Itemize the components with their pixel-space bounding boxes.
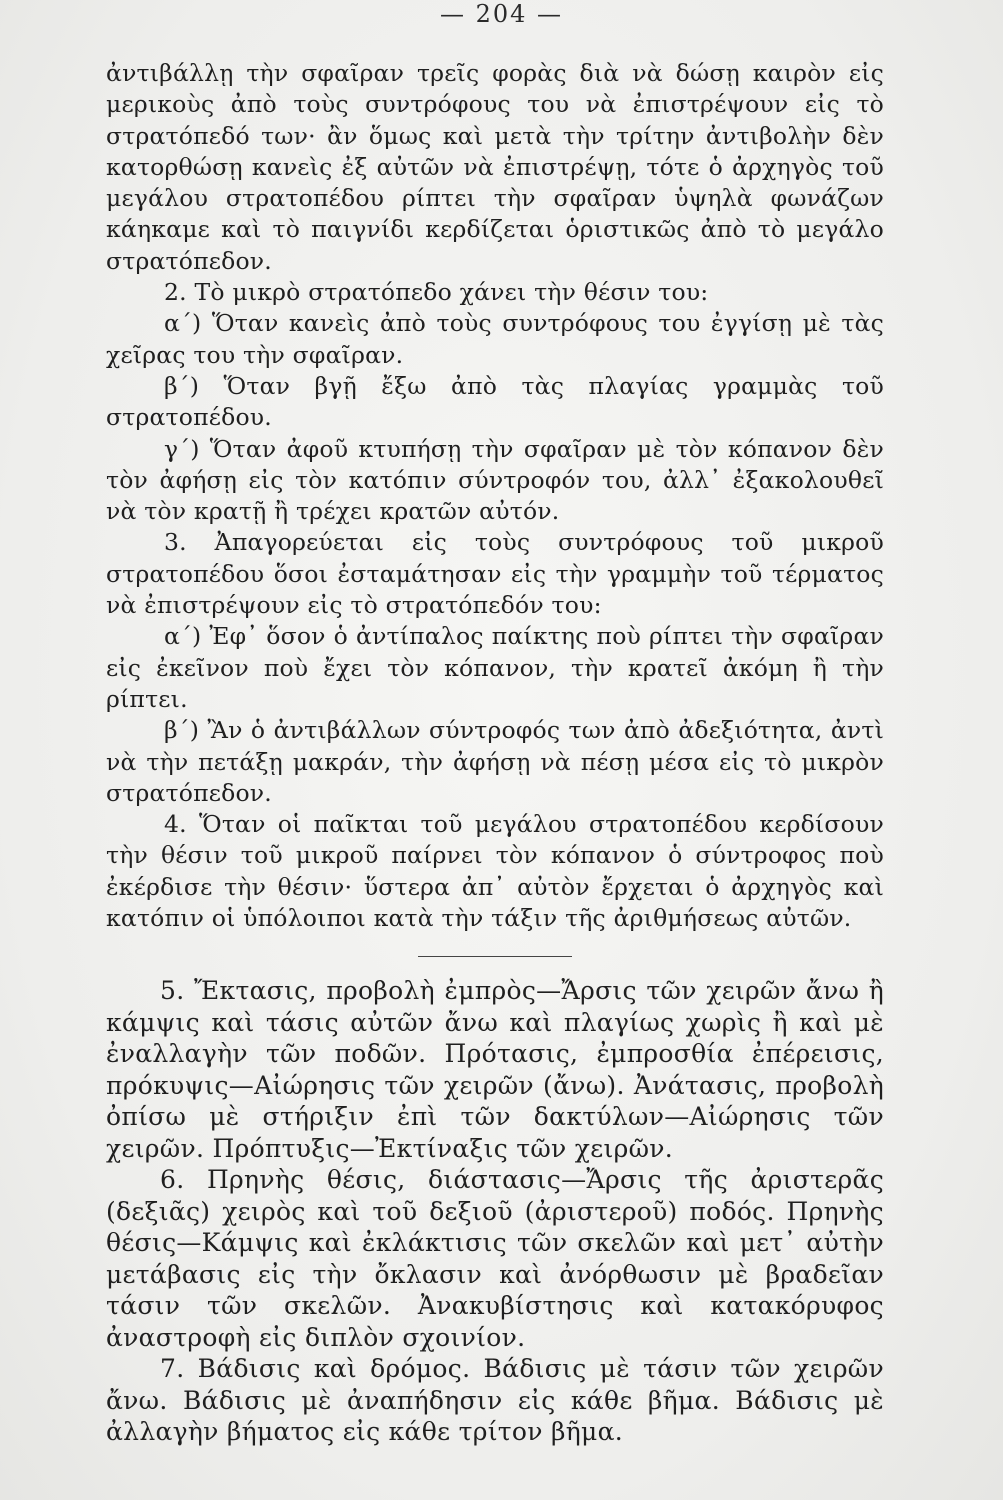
exercise-paragraph: 7. Βάδισις καὶ δρόμος. Βάδισις μὲ τάσιν τῶν χειρῶν ἄνω. Βάδισις μὲ ἀναπήδησιν εἰς κάθε βῆμα. Βάδισις μὲ ἀλλαγὴν βήματος εἰς κάθε τρίτον βῆμα. (106, 1354, 884, 1447)
paragraph: ἀντιβάλλῃ τὴν σφαῖραν τρεῖς φορὰς διὰ νὰ δώσῃ καιρὸν εἰς μερικοὺς ἀπὸ τοὺς συντρόφους του νὰ ἐπιστρέψουν εἰς τὸ στρατόπεδό των· ἂν ὅμως καὶ μετὰ τὴν τρίτην ἀντιβολὴν δὲν κατορθώσῃ κανεὶς ἐξ αὐτῶν νὰ ἐπιστρέψῃ, τότε ὁ ἀρχηγὸς τοῦ μεγάλου στρατοπέδου ρίπτει τὴν σφαῖραν ὑψηλὰ φωνάζων κάηκαμε καὶ τὸ παιγνίδι κερδίζεται ὁριστικῶς ἀπὸ τὸ μεγάλο στρατόπεδον. (106, 59, 884, 275)
paragraph: 4. Ὅταν οἱ παῖκται τοῦ μεγάλου στρατοπέδου κερδίσουν τὴν θέσιν τοῦ μικροῦ παίρνει τὸν κόπανον ὁ σύντροφος ποὺ ἐκέρδισε τὴν θέσιν· ὕστερα ἀπ᾽ αὐτὸν ἔρχεται ὁ ἀρχηγὸς καὶ κατόπιν οἱ ὑπόλοιποι κατὰ τὴν τάξιν τῆς ἀριθμήσεως αὐτῶν. (106, 810, 884, 933)
exercise-paragraph: 6. Πρηνὴς θέσις, διάστασις—Ἄρσις τῆς ἀριστερᾶς (δεξιᾶς) χειρὸς καὶ τοῦ δεξιοῦ (ἀριστεροῦ) ποδός. Πρηνὴς θέσις—Κάμψις καὶ ἐκλάκτισις τῶν σκελῶν καὶ μετ᾽ αὐτὴν μετάβασις εἰς τὴν ὄκλασιν καὶ ἀνόρθωσιν μὲ βραδεῖαν τάσιν τῶν σκελῶν. Ἀνακυβίστησις καὶ κατακόρυφος ἀναστροφὴ εἰς διπλὸν σχοινίον. (106, 1165, 884, 1352)
paragraph: β΄) Ἂν ὁ ἀντιβάλλων σύντροφός των ἀπὸ ἀδεξιότητα, ἀντὶ νὰ τὴν πετάξῃ μακράν, τὴν ἀφήσῃ νὰ πέσῃ μέσα εἰς τὸ μικρὸν στρατόπεδον. (106, 716, 884, 807)
page-body (106, 58, 884, 1448)
paragraph: 3. Ἀπαγορεύεται εἰς τοὺς συντρόφους τοῦ μικροῦ στρατοπέδου ὅσοι ἐσταμάτησαν εἰς τὴν γραμμὴν τοῦ τέρματος νὰ ἐπιστρέψουν εἰς τὸ στρατόπεδόν του: (106, 528, 884, 620)
paragraph: β΄) Ὅταν βγῇ ἔξω ἀπὸ τὰς πλαγίας γραμμὰς τοῦ στρατοπέδου. (106, 371, 884, 432)
paragraph: α΄) Ὅταν κανεὶς ἀπὸ τοὺς συντρόφους του ἐγγίσῃ μὲ τὰς χεῖρας του τὴν σφαῖραν. (106, 309, 884, 369)
paragraph: γ΄) Ὅταν ἀφοῦ κτυπήσῃ τὴν σφαῖραν μὲ τὸν κόπανον δὲν τὸν ἀφήσῃ εἰς τὸν κατόπιν σύντροφόν του, ἀλλ᾽ ἐξακολουθεῖ νὰ τὸν κρατῇ ἢ τρέχει κρατῶν αὐτόν. (106, 434, 884, 526)
paragraph: α΄) Ἐφ᾽ ὅσον ὁ ἀντίπαλος παίκτης ποὺ ρίπτει τὴν σφαῖραν εἰς ἐκεῖνον ποὺ ἔχει τὸν κόπανον, τὴν κρατεῖ ἀκόμη ἢ τὴν ρίπτει. (106, 622, 884, 713)
paragraph: 2. Τὸ μικρὸ στρατόπεδο χάνει τὴν θέσιν του: (164, 278, 709, 307)
section-divider (418, 956, 572, 957)
exercises-section (106, 975, 884, 1448)
exercise-paragraph: 5. Ἔκτασις, προβολὴ ἐμπρὸς—Ἄρσις τῶν χειρῶν ἄνω ἢ κάμψις καὶ τάσις αὐτῶν ἄνω καὶ πλαγίως χωρὶς ἢ καὶ μὲ ἐναλλαγὴν τῶν ποδῶν. Πρότασις, ἐμπροσθία ἐπέρεισις, πρόκυψις—Αἰώρησις τῶν χειρῶν (ἄνω). Ἀνάτασις, προβολὴ ὀπίσω μὲ στήριξιν ἐπὶ τῶν δακτύλων—Αἰώρησις τῶν χειρῶν. Πρόπτυξις—Ἐκτίναξις τῶν χειρῶν. (106, 976, 884, 1163)
page-number: — 204 — (439, 0, 564, 28)
